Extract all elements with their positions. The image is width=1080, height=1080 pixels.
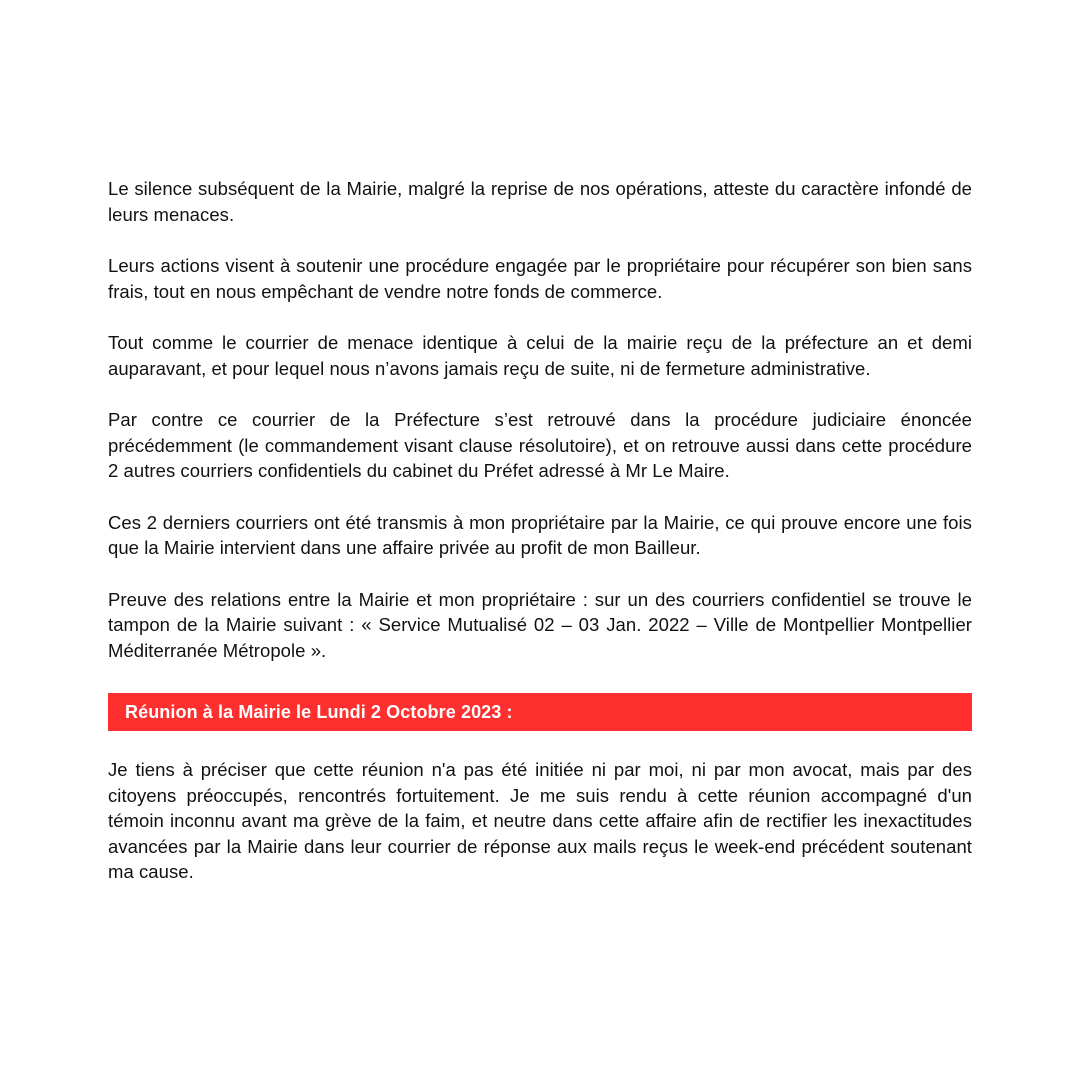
paragraph-actions-procedure: Leurs actions visent à soutenir une procédure engagée par le propriétaire pour récupérer son bien sans frais, tout en nous empêchant de vendre notre fonds de commerce.	[108, 255, 972, 302]
paragraph-preuve-relations: Preuve des relations entre la Mairie et mon propriétaire : sur un des courriers confidentiel se trouve le tampon de la Mairie suivant : « Service Mutualisé 02 – 03 Jan. 2022 – Ville de Montpellier Montpellier Méditerranée Métropole ».	[108, 588, 972, 661]
paragraph-courrier-prefecture: Tout comme le courrier de menace identique à celui de la mairie reçu de la préfecture an et demi auparavant, et pour lequel nous n’avons jamais reçu de suite, ni de fermeture administrative.	[108, 332, 972, 379]
paragraph-reunion-details: Je tiens à préciser que cette réunion n'a pas été initiée ni par moi, ni par mon avocat, mais par des citoyens préoccupés, rencontrés fortuitement. Je me suis rendu à cette réunion accompagné d'un témoin inconnu avant ma grève de la faim, et neutre dans cette affaire afin de rectifier les inexactitudes avancées par la Mairie dans leur courrier de réponse aux mails reçus le week-end précédent soutenant ma cause.	[108, 759, 972, 882]
paragraph-courriers-transmis: Ces 2 derniers courriers ont été transmis à mon propriétaire par la Mairie, ce qui prouve encore une fois que la Mairie intervient dans une affaire privée au profit de mon Bailleur.	[108, 511, 972, 558]
document-page	[108, 176, 972, 911]
section-header-label: Réunion à la Mairie le Lundi 2 Octobre 2023 :	[125, 701, 513, 722]
paragraph-procedure-judiciaire: Par contre ce courrier de la Préfecture s’est retrouvé dans la procédure judiciaire énoncée précédemment (le commandement visant clause résolutoire), et on retrouve aussi dans cette procédure 2 autres courriers confidentiels du cabinet du Préfet adressé à Mr Le Maire.	[108, 409, 972, 481]
section-header-reunion	[108, 693, 972, 731]
paragraph-silence-mairie: Le silence subséquent de la Mairie, malgré la reprise de nos opérations, atteste du caractère infondé de leurs menaces.	[108, 178, 972, 225]
